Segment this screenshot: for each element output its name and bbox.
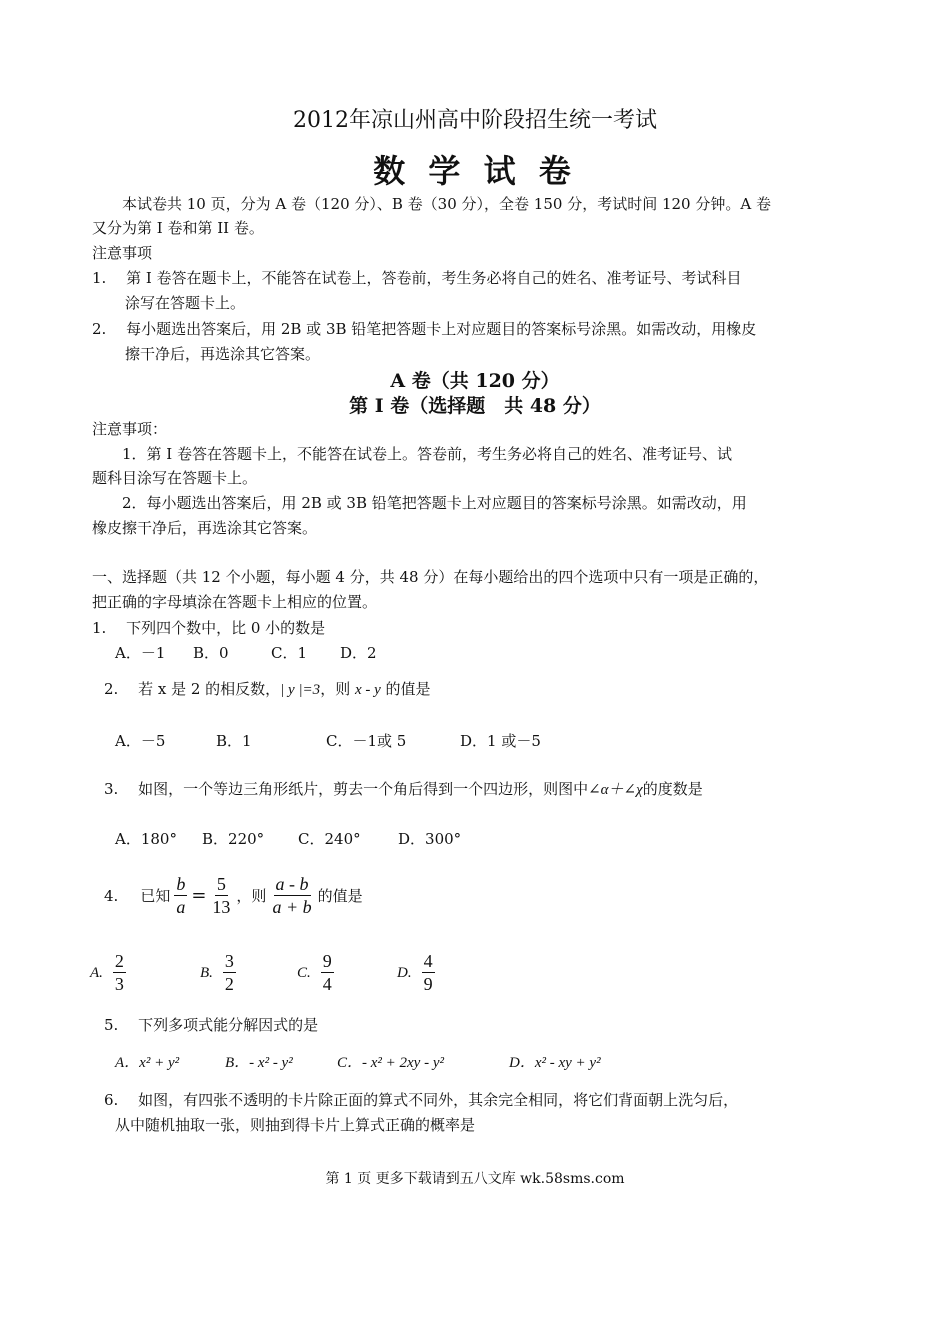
q4-stem-prefix: 已知 [140,886,171,905]
q4-option-a-label: A. [90,964,103,981]
q4-option-c-label: C. [297,964,311,981]
notice-2-line-1: 2. 每小题选出答案后，用 2B 或 3B 铅笔把答题卡上对应题目的答案标号涂黑。如需改动，用橡皮 [92,320,757,338]
page-footer: 第 1 页 更多下载请到五八文库 wk.58sms.com [325,1171,625,1187]
q4-option-c-fraction [321,950,334,995]
q4-fraction-5-over-13 [210,873,232,918]
notice-1-line-1: 1. 第 I 卷答在题卡上，不能答在试卷上，答卷前，考生务必将自己的姓名、准考证号、考试科目 [92,269,742,287]
q2-option-a: A．－5 [115,732,166,750]
q2-stem [104,678,431,701]
q4-f1-numerator: b [176,874,186,894]
q3-stem-suffix: 的度数是 [642,780,703,798]
q4-f2-denominator: 13 [212,897,231,917]
q4-option-b-fraction [223,950,236,995]
q6-stem-line-2: 从中随机抽取一张，则抽到得卡片上算式正确的概率是 [115,1116,476,1134]
q4-option-d-fraction [422,950,435,995]
notice-2-line-2: 擦干净后，再选涂其它答案。 [125,345,321,363]
q4-equals-sign: = [191,884,207,906]
q4-f1-denominator: a [176,897,186,917]
notice-title: 注意事项 [92,244,153,262]
q3-stem-prefix: 3. 如图，一个等边三角形纸片，剪去一个角后得到一个四边形，则图中 [104,780,589,798]
q4-f3-numerator: a - b [275,874,309,894]
section-a-title: A 卷（共 120 分） [390,370,560,392]
q4-option-a-fraction [113,950,126,995]
q4-option-a [90,950,126,995]
q4-fraction-b-over-a [174,873,187,918]
q3-option-c: C．240° [298,830,361,848]
q2-option-b: B．1 [216,732,252,750]
q2-option-d: D．1 或－5 [460,732,541,750]
q5-option-a: A．x² + y² [115,1055,180,1071]
q5-stem: 5. 下列多项式能分解因式的是 [104,1016,319,1034]
q4-d-denominator: 9 [423,974,433,994]
q3-option-a: A．180° [115,830,177,848]
q2-stem-suffix: 的值是 [380,680,431,698]
q2-stem-prefix: 2. 若 x 是 2 的相反数， [104,680,281,698]
part-one-title: 第 I 卷（选择题 共 48 分） [349,395,601,417]
q4-b-denominator: 2 [224,974,234,994]
q1-option-d: D．2 [340,644,377,662]
q5-option-d: D．x² - xy + y² [509,1055,601,1071]
q4-a-numerator: 2 [114,951,124,971]
q4-option-d-label: D. [397,964,412,981]
section-notice-1-line-2: 题科目涂写在答题卡上。 [92,469,258,487]
q4-d-numerator: 4 [423,951,433,971]
q3-option-d: D．300° [398,830,462,848]
q3-angle-expression: ∠α＋∠χ [588,782,643,798]
part-one-intro-line-2: 把正确的字母填涂在答题卡上相应的位置。 [92,593,378,611]
intro-line-2: 又分为第 I 卷和第 II 卷。 [92,219,264,237]
section-notice-2-line-2: 橡皮擦干净后，再选涂其它答案。 [92,519,318,537]
q2-option-c: C．－1或 5 [326,732,407,750]
q2-difference-expression: x - y [354,682,381,698]
q1-option-a: A．－1 [115,644,166,662]
q4-f3-denominator: a + b [272,897,312,917]
q5-option-b: B．- x² - y² [225,1055,293,1071]
q4-f2-numerator: 5 [216,874,226,894]
q1-stem: 1. 下列四个数中，比 0 小的数是 [92,619,326,637]
exam-subtitle: 数 学 试 卷 [373,152,577,190]
q3-option-b: B．220° [202,830,265,848]
q4-c-denominator: 4 [322,974,332,994]
q4-c-numerator: 9 [322,951,332,971]
exam-title: 2012年凉山州高中阶段招生统一考试 [293,108,657,133]
q4-stem-suffix: 的值是 [317,886,363,905]
section-notice-title: 注意事项： [92,420,168,438]
q4-b-numerator: 3 [224,951,234,971]
q1-option-c: C．1 [271,644,308,662]
notice-1-line-2: 涂写在答题卡上。 [125,294,246,312]
q4-option-b-label: B. [200,964,213,981]
q6-stem-line-1: 6. 如图，有四张不透明的卡片除正面的算式不同外，其余完全相同，将它们背面朝上洗匀后， [104,1091,739,1109]
q4-option-c [297,950,334,995]
q4-a-denominator: 3 [114,974,124,994]
q4-stem [104,873,363,918]
section-notice-2-line-1: 2．每小题选出答案后，用 2B 或 3B 铅笔把答题卡上对应题目的答案标号涂黑。如需改动，用 [122,494,747,512]
q3-stem [104,778,703,801]
section-notice-1-line-1: 1．第 I 卷答在答题卡上，不能答在试卷上。答卷前，考生务必将自己的姓名、准考证号、试 [122,445,733,463]
q4-option-b [200,950,236,995]
q1-option-b: B．0 [193,644,229,662]
q5-option-c: C．- x² + 2xy - y² [337,1055,444,1071]
q2-abs-expression: | y |=3 [280,682,321,698]
part-one-intro-line-1: 一、选择题（共 12 个小题，每小题 4 分，共 48 分）在每小题给出的四个选项中只有一项是正确的， [92,568,769,586]
intro-line-1: 本试卷共 10 页，分为 A 卷（120 分）、B 卷（30 分），全卷 150 分，考试时间 120 分钟。A 卷 [122,195,771,213]
q2-stem-mid: ，则 [320,680,355,698]
q4-option-d [397,950,435,995]
q4-stem-mid: ，则 [236,886,267,905]
q4-fraction-expression [270,873,313,918]
q4-number: 4. [104,886,119,905]
